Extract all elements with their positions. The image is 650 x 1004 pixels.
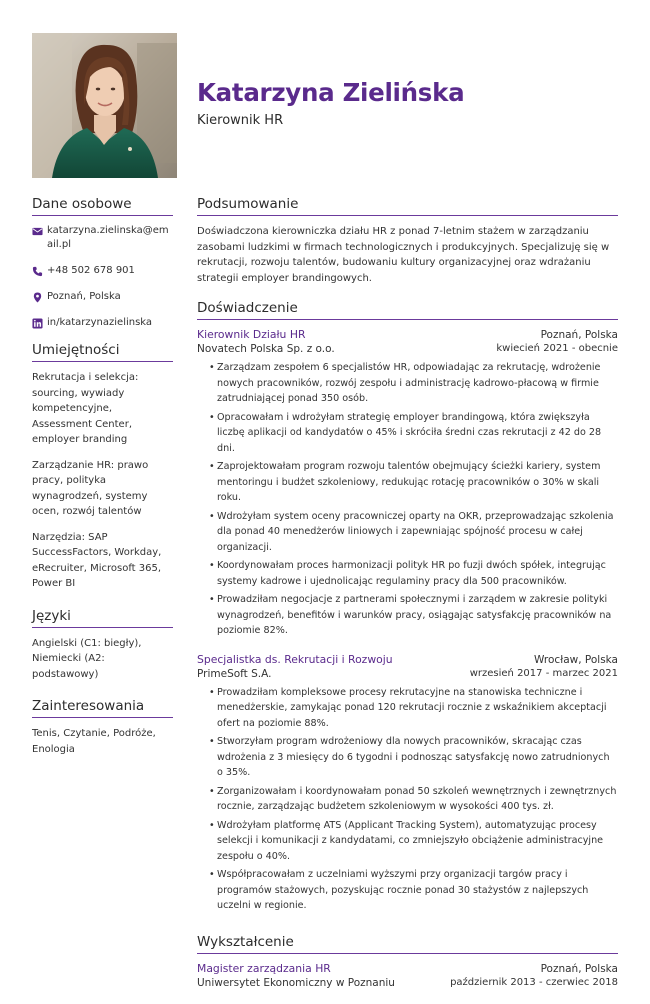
education-dates: październik 2013 - czerwiec 2018 — [450, 976, 618, 988]
contact-phone-text: +48 502 678 901 — [47, 265, 135, 276]
summary-text: Doświadczona kierowniczka działu HR z ponad 7-letnim stażem w zarządzaniu zasobami ludzkimi w firmach technologicznych i produkcyjnych. Specjalizuję się w rekrutacji, rozwoju talentów, budowaniu kultury organizacyjnej oraz wdrażaniu strategii employer brandingowych. — [197, 226, 610, 284]
job-dates: kwiecień 2021 - obecnie — [496, 343, 618, 355]
profile-photo — [32, 33, 177, 178]
contact-phone[interactable] — [32, 264, 173, 278]
skill-item: Rekrutacja i selekcja: sourcing, wywiady kompetencyjne, Assessment Center, employer branding — [32, 372, 139, 445]
contact-linkedin[interactable] — [32, 316, 173, 330]
education-heading: Wykształcenie — [197, 934, 618, 954]
job-bullets — [197, 360, 618, 639]
interests-text: Tenis, Czytanie, Podróże, Enologia — [32, 728, 156, 755]
job-bullets — [197, 685, 618, 914]
degree-title: Magister zarządzania HR — [197, 961, 331, 975]
languages-heading: Języki — [32, 608, 173, 628]
email-icon — [32, 226, 43, 237]
school-name: Uniwersytet Ekonomiczny w Poznaniu — [197, 976, 395, 989]
job-location: Poznań, Polska — [540, 329, 618, 342]
job-bullet: • Opracowałam i wdrożyłam strategię employer brandingową, która zwiększyła liczbę aplikacji od kandydatów o 45% i skróciła średni czas rekrutacji z 42 do 28 dni. — [209, 410, 618, 457]
contact-email-text: katarzyna.zielinska@email.pl — [47, 225, 169, 250]
job-company: Novatech Polska Sp. z o.o. — [197, 343, 335, 356]
job-bullet: • Koordynowałam proces harmonizacji polityk HR po fuzji dwóch spółek, integrując systemy kadrowe i ujednolicając regulaminy pracy dla 500 pracowników. — [209, 558, 618, 589]
personal-heading: Dane osobowe — [32, 196, 173, 216]
job-dates: wrzesień 2017 - marzec 2021 — [469, 667, 618, 679]
left-column — [32, 196, 173, 767]
education-location: Poznań, Polska — [540, 962, 618, 975]
job-bullet: • Współpracowałam z uczelniami wyższymi przy organizacji targów pracy i programów stażowych, pozyskując rocznie ponad 30 stażystów z najlepszych uczelni w regionie. — [209, 867, 618, 914]
skills-heading: Umiejętności — [32, 342, 173, 362]
job-bullet: • Zarządzam zespołem 6 specjalistów HR, odpowiadając za rekrutację, wdrożenie nowych pracowników, rozwój zespołu i administrację kadrowo-płacową w firmie zatrudniającej ponad 350 osób. — [209, 360, 618, 407]
job-title: Specjalistka ds. Rekrutacji i Rozwoju — [197, 652, 393, 666]
language-item: Angielski (C1: biegły), — [32, 637, 142, 649]
education-entry — [197, 962, 618, 990]
experience-heading: Doświadczenie — [197, 300, 618, 320]
job-bullet: • Wdrożyłam system oceny pracowniczej oparty na OKR, przeprowadzając szkolenia dla ponad 40 menedżerów liniowych i zapewniając spójność procesu w całej organizacji. — [209, 509, 618, 556]
job-title: Kierownik Działu HR — [197, 328, 306, 342]
job-bullet: • Stworzyłam program wdrożeniowy dla nowych pracowników, skracając czas wdrożenia z 3 miesięcy do 6 tygodni i podnosząc satysfakcję nowo zatrudnionych o 35%. — [209, 734, 618, 781]
linkedin-icon — [32, 318, 43, 329]
job-bullet: • Wdrożyłam platformę ATS (Applicant Tracking System), automatyzując procesy selekcji i komunikacji z kandydatami, co zmniejszyło obciążenie administracyjne zespołu o 40%. — [209, 818, 618, 865]
right-column — [197, 196, 618, 1004]
job-bullet: • Zorganizowałam i koordynowałam ponad 50 szkoleń wewnętrznych i zewnętrznych rocznie, zarządzając budżetem szkoleniowym w wysokości 400 tys. zł. — [209, 784, 618, 815]
location-icon — [32, 292, 43, 303]
contact-location — [32, 290, 173, 304]
interests-heading: Zainteresowania — [32, 698, 173, 718]
job-company: PrimeSoft S.A. — [197, 667, 272, 680]
contact-email[interactable] — [32, 224, 173, 252]
candidate-name: Katarzyna Zielińska — [197, 78, 465, 107]
phone-icon — [32, 266, 43, 277]
job-entry — [197, 328, 618, 639]
contact-location-text: Poznań, Polska — [47, 291, 121, 302]
job-bullet: • Zaprojektowałam program rozwoju talentów obejmujący ścieżki kariery, system mentoringu i budżet szkoleniowy, redukując rotację pracowników o 30% w skali roku. — [209, 459, 618, 506]
candidate-role: Kierownik HR — [197, 113, 284, 128]
skill-item: Zarządzanie HR: prawo pracy, polityka wynagrodzeń, systemy ocen, rozwój talentów — [32, 459, 149, 517]
job-entry — [197, 653, 618, 914]
language-item: Niemiecki (A2: podstawowy) — [32, 653, 105, 680]
summary-heading: Podsumowanie — [197, 196, 618, 216]
job-location: Wrocław, Polska — [534, 653, 618, 666]
skill-item: Narzędzia: SAP SuccessFactors, Workday, eRecruiter, Microsoft 365, Power BI — [32, 531, 162, 589]
contact-linkedin-text: in/katarzynazielinska — [47, 317, 153, 328]
job-bullet: • Prowadziłam kompleksowe procesy rekrutacyjne na stanowiska techniczne i menedżerskie, zamykając ponad 120 rekrutacji rocznie z wskaźnikiem akceptacji ofert na poziomie 88%. — [209, 685, 618, 732]
job-bullet: • Prowadziłam negocjacje z partnerami społecznymi i zarządem w zakresie polityki wynagrodzeń, benefitów i warunków pracy, osiągając satysfakcję pracowników na poziomie 82%. — [209, 592, 618, 639]
